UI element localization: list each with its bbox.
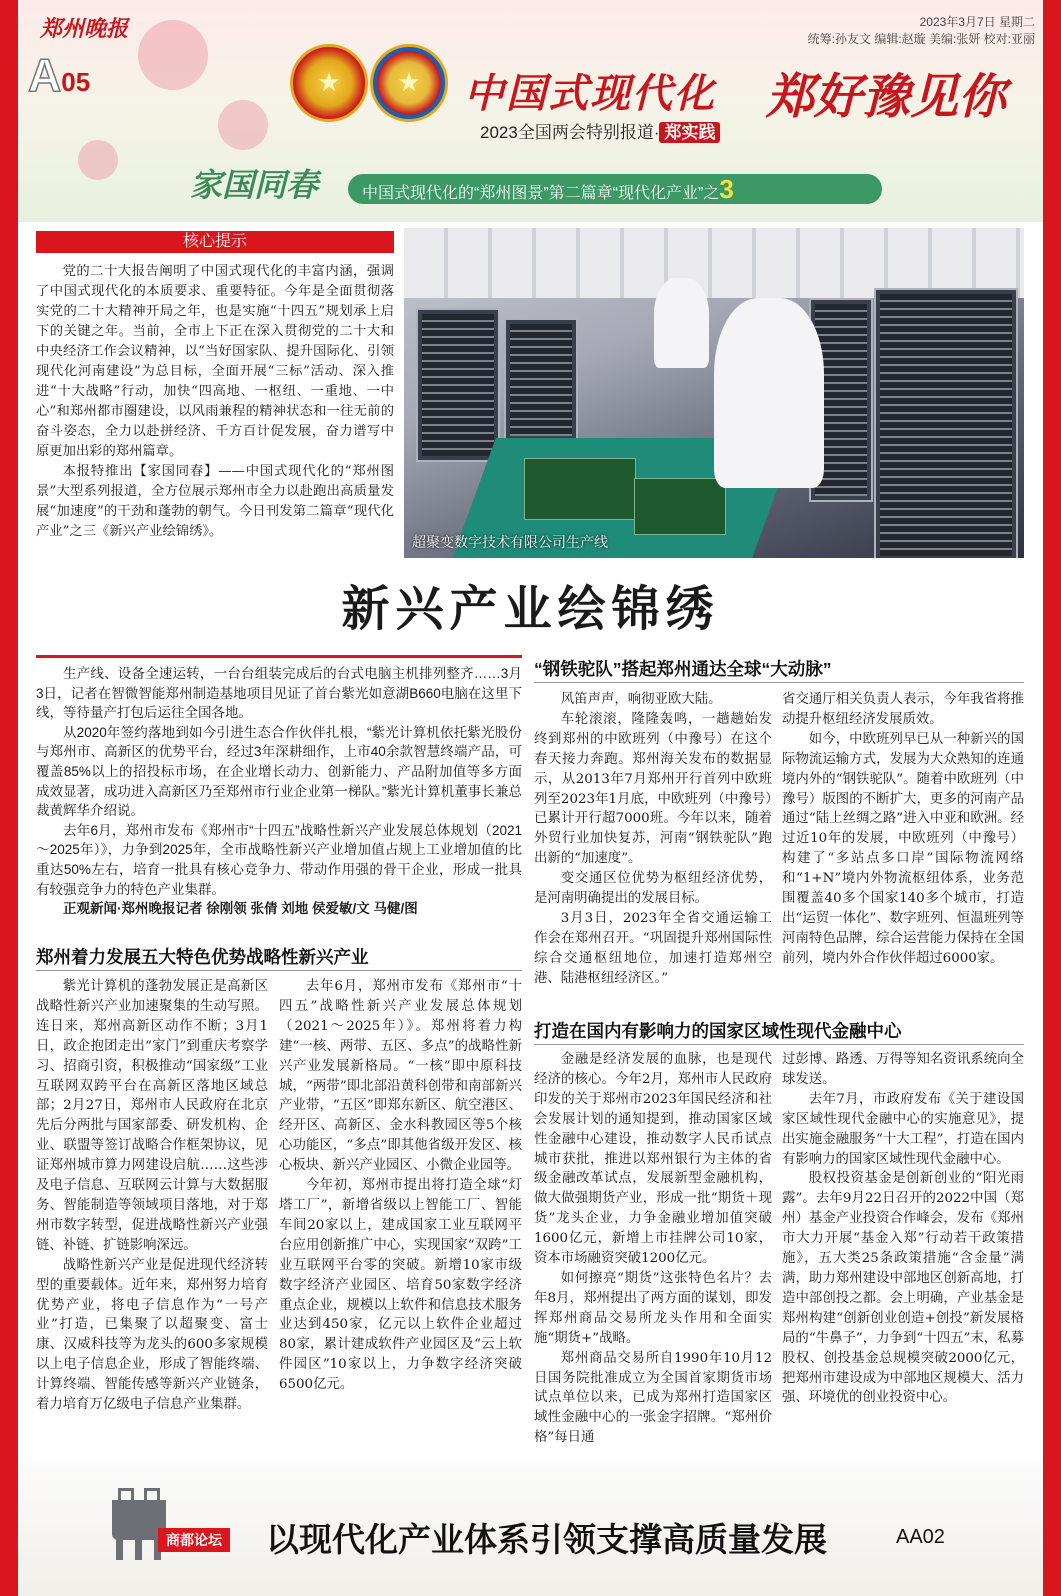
newspaper-brand: 郑州晚报 (40, 16, 129, 42)
page-header (18, 0, 1043, 222)
series-number: 3 (719, 174, 734, 204)
body-paragraph: 过彭博、路透、万得等知名资讯系统向全球发送。 (782, 1052, 1024, 1087)
issue-date: 2023年3月7日 星期二 (919, 15, 1035, 29)
core-paragraph: 党的二十大报告阐明了中国式现代化的丰富内涵，强调了中国式现代化的本质要求、重要特征。今年是全面贯彻落实党的二十大精神开局之年，也是实施“十四五”规划承上启下的关键之年。当前，全市上下正在深入贯彻党的二十大和中央经济工作会议精神，以“当好国家队、提升国际化、引领现代化河南建设”为总目标，全面开展“三标”活动、深入推进“十大战略”行动，加快“四高地、一枢纽、一重地、一中心”和郑州都市圈建设，以风雨兼程的精神状态和一往无前的奋斗姿态，全力以赴拼经济、千方百计促发展，奋力谱写中原更加出彩的郑州篇章。 (36, 264, 394, 459)
body-paragraph: 去年6月，郑州市发布《郑州市“十四五”战略性新兴产业发展总体规划（2021～2025年）》。郑州将着力构建“一核、两带、五区、多点”的战略性新兴产业发展新格局。“一核”即中原科技城，“两带”即北部沿黄科创带和南部新兴产业带，“五区”即郑东新区、航空港区、经开区、高新区、金水科教园区等5个核心功能区，“多点”即其他省级开发区、核心板块、新兴产业园区、小微企业园等。 (279, 979, 522, 1174)
forum-label: 商都论坛 (158, 1528, 230, 1552)
lede-paragraph: 去年6月，郑州市发布《郑州市“十四五”战略性新兴产业发展总体规划（2021～2025年）》，力争到2025年，全市战略性新兴产业增加值占规上工业增加值的比重达50%左右，培育一批具有核心竞争力、带动作用强的骨干企业，形成一批具有较强竞争力的特色产业集群。 (36, 822, 522, 897)
footer-page-reference: AA02 (896, 1526, 945, 1548)
section2-column-left (534, 690, 772, 989)
page-number: A05 (28, 49, 91, 101)
section3-column-right (782, 1050, 1024, 1408)
headline-rule (36, 655, 522, 658)
body-paragraph: 变交通区位优势为枢纽经济优势，是河南明确提出的发展目标。 (534, 871, 772, 907)
national-emblem-icon: ★ (290, 44, 368, 122)
cppcc-emblem-icon: ★ (370, 44, 448, 122)
body-paragraph: 如何擦亮“期货”这张特色名片？去年8月，郑州提出了两方面的谋划，即发挥郑州商品交易所龙头作用和全面实施“期货+”战略。 (534, 1270, 772, 1346)
body-paragraph: 金融是经济发展的血脉，也是现代经济的核心。今年2月，郑州市人民政府印发的关于郑州市2023年国民经济和社会发展计划的通知提到，推动国家区域性金融中心建设，推动数字人民币试点城市获批，推进以郑州银行为主体的省级金融改革试点，发展新型金融机构，做大做强期货产业，形成一批“期货＋现货”龙头企业，力争金融业增加值突破1600亿元，新增上市挂牌公司10家，资本市场融资突破1200亿元。 (534, 1052, 772, 1267)
series-banner: 中国式现代化的“郑州图景”第二篇章“现代化产业”之3 (348, 174, 882, 204)
left-red-border (0, 0, 18, 1596)
body-paragraph: 去年7月，市政府发布《关于建设国家区域性现代金融中心的实施意见》，提出实施金融服务“十大工程”，打造在国内有影响力的国家区域性现代金融中心。 (782, 1091, 1024, 1167)
core-paragraph: 本报特推出【家国同春】——中国式现代化的“郑州图景”大型系列报道，全方位展示郑州市全力以赴跑出高质量发展“加速度”的干劲和蓬勃的朝气。今日刊发第二篇章“现代化产业”之三《新兴产业绘锦绣》。 (36, 464, 394, 539)
body-paragraph: 股权投资基金是创新创业的“阳光雨露”。去年9月22日召开的2022中国（郑州）基金产业投资合作峰会，发布《郑州市大力开展“基金入郑”行动若干政策措施》，五大类25条政策措施“含金量”满满，助力郑州建设中部地区创新高地，打造中部创投之都。会上明确，产业基金是郑州构建“创新创业创造+创投”新发展格局的“牛鼻子”，力争到“十四五”末，私募股权、创投基金总规模突破2000亿元，把郑州市建设成为中部地区规模大、活力强、环境优的创业投资中心。 (782, 1171, 1024, 1406)
page-footer (18, 1462, 1043, 1596)
circuit-board (524, 458, 636, 520)
special-report-tag: 郑实践 (659, 122, 720, 143)
body-paragraph: 3月3日，2023年全省交通运输工作会在郑州召开。“巩固提升郑州国际性综合交通枢纽地位，加速打造郑州空港、陆港枢纽经济区。” (534, 910, 772, 986)
section-title-industries: 郑州着力发展五大特色优势战略性新兴产业 (36, 947, 369, 967)
section3-column-left (534, 1050, 772, 1448)
production-line-photo (404, 228, 1024, 558)
body-paragraph: 郑州商品交易所自1990年10月12日国务院批准成立为全国首家期货市场试点单位以来，已成为郑州打造国家区域性金融中心的一张金字招牌。“郑州价格”每日通 (534, 1350, 772, 1446)
body-paragraph: 今年初，郑州市提出将打造全球“灯塔工厂”，新增省级以上智能工厂、智能车间20家以上，建成国家工业互联网平台应用创新推广中心，实现国家“双跨”工业互联网平台零的突破。新增10家市级数字经济产业园区、培育50家数字经济重点企业，规模以上软件和信息技术服务业达到450家，亿元以上软件企业超过80家，累计建成软件产业园区及“云上软件园区”10家以上，力争数字经济突破6500亿元。 (279, 1178, 522, 1393)
slogan-headline: 中国式现代化 (464, 70, 716, 117)
special-report-line: 2023全国两会特别报道· 郑实践 (480, 118, 720, 143)
core-tips-body (36, 262, 394, 542)
footer-headline[interactable]: 以现代化产业体系引领支撑高质量发展 (266, 1520, 827, 1559)
date-and-credits (808, 14, 1035, 48)
article-lede (36, 664, 522, 919)
body-paragraph: 风笛声声，响彻亚欧大陆。 (560, 692, 722, 707)
photo-caption: 超聚变数字技术有限公司生产线 (412, 534, 608, 550)
server-rack (416, 308, 500, 462)
article-byline: 正观新闻·郑州晚报记者 徐刚领 张倩 刘地 侯爱敏/文 马健/图 (63, 901, 418, 917)
server-rack (874, 288, 1018, 558)
worker-figure (714, 298, 824, 488)
body-paragraph: 省交通厅相关负责人表示，今年我省将推动提升枢纽经济发展质效。 (782, 692, 1024, 727)
blossom-decoration (138, 20, 208, 90)
body-paragraph: 如今，中欧班列早已从一种新兴的国际物流运输方式，发展为大众熟知的连通境内外的“钢铁驼队”。随着中欧班列（中豫号）版图的不断扩大，更多的河南产品通过“陆上丝绸之路”进入中亚和欧洲。经过近10年的发展，中欧班列（中豫号）构建了“多站点多口岸”国际物流网络和“1+N”境内外物流枢纽体系，业务范围覆盖40多个国家140多个城市，打造出“运贸一体化”、数字班列、恒温班列等河南特色品牌，综合运营能力保持在全国前列，境内外合作伙伴超过6000家。 (782, 731, 1024, 966)
body-paragraph: 车轮滚滚，隆隆轰鸣，一趟趟始发终到郑州的中欧班列（中豫号）在这个春天接力奔跑。郑州海关发布的数据显示，从2013年7月郑州开行首列中欧班列至2023年1月底，中欧班列（中豫号）已累计开行超7000班。今年以来，随着外贸行业加快复苏，河南“钢铁驼队”跑出新的“加速度”。 (534, 711, 772, 867)
staff-credits: 统筹:孙友文 编辑:赵璇 美编:张妍 校对:亚丽 (807, 32, 1035, 46)
worker-figure (654, 278, 709, 368)
lede-paragraph: 生产线、设备全速运转，一台台组装完成后的台式电脑主机排列整齐……3月3日，记者在智微智能郑州制造基地项目见证了首台紫光如意湖B660电脑在这里下线，等待量产打包后运往全国各地。 (36, 666, 522, 721)
server-rack (504, 318, 578, 442)
main-headline: 新兴产业绘锦绣 (341, 581, 720, 637)
section-divider (534, 1044, 1024, 1045)
column-name: 家国同春 (190, 166, 319, 204)
blossom-decoration (78, 140, 118, 180)
lede-paragraph: 从2020年签约落地到如今引进生态合作伙伴扎根，“紫光计算机依托紫光股份与郑州市、高新区的优势平台，经过3年深耕细作，上市40余款智慧终端产品，可覆盖85%以上的招投标市场，在企业增长动力、创新能力、产品附加值等多方面成效显著，成功进入高新区乃至郑州市行业企业第一梯队。”紫光计算机董事长兼总裁黄辉华介绍说。 (36, 724, 522, 819)
section1-column-right (279, 977, 522, 1395)
section-title-rail: “钢铁驼队”搭起郑州通达全球“大动脉” (534, 659, 832, 679)
circuit-board (634, 478, 726, 535)
core-tips-heading: 核心提示 (36, 231, 394, 253)
section-divider (534, 682, 1024, 683)
section2-column-right (782, 690, 1024, 969)
blossom-decoration (218, 100, 268, 150)
body-paragraph: 紫光计算机的蓬勃发展正是高新区战略性新兴产业加速聚集的生动写照。连日来，郑州高新区动作不断；3月1日，政企抱团走出“家门”到重庆考察学习、招商引资，积极推动“国家级”工业互联网双跨平台在高新区落地区域总部；2月27日，郑州市人民政府在北京先后分两批与国家部委、研发机构、企业、联盟等签订战略合作框架协议，见证郑州城市算力网建设启航……这些涉及电子信息、互联网云计算与大数据服务、智能制造等领域项目落地，对于郑州市数字转型，促进战略性新兴产业强链、补链、扩链影响深远。 (36, 979, 268, 1253)
section-divider (36, 970, 522, 971)
section-title-finance: 打造在国内有影响力的国家区域性现代金融中心 (534, 1021, 902, 1041)
right-red-border (1043, 0, 1061, 1596)
section1-column-left (36, 977, 268, 1415)
body-paragraph: 战略性新兴产业是促进现代经济转型的重要载体。近年来，郑州努力培育优势产业，将电子信息作为“一号产业”打造，已集聚了以超聚变、富士康、汉威科技等为龙头的600多家规模以上电子信息企业，形成了智能终端、计算终端、智能传感等新兴产业链条，着力培育万亿级电子信息产业集群。 (36, 1257, 268, 1413)
slogan-calligraphy: 郑好豫见你 (766, 69, 1007, 125)
